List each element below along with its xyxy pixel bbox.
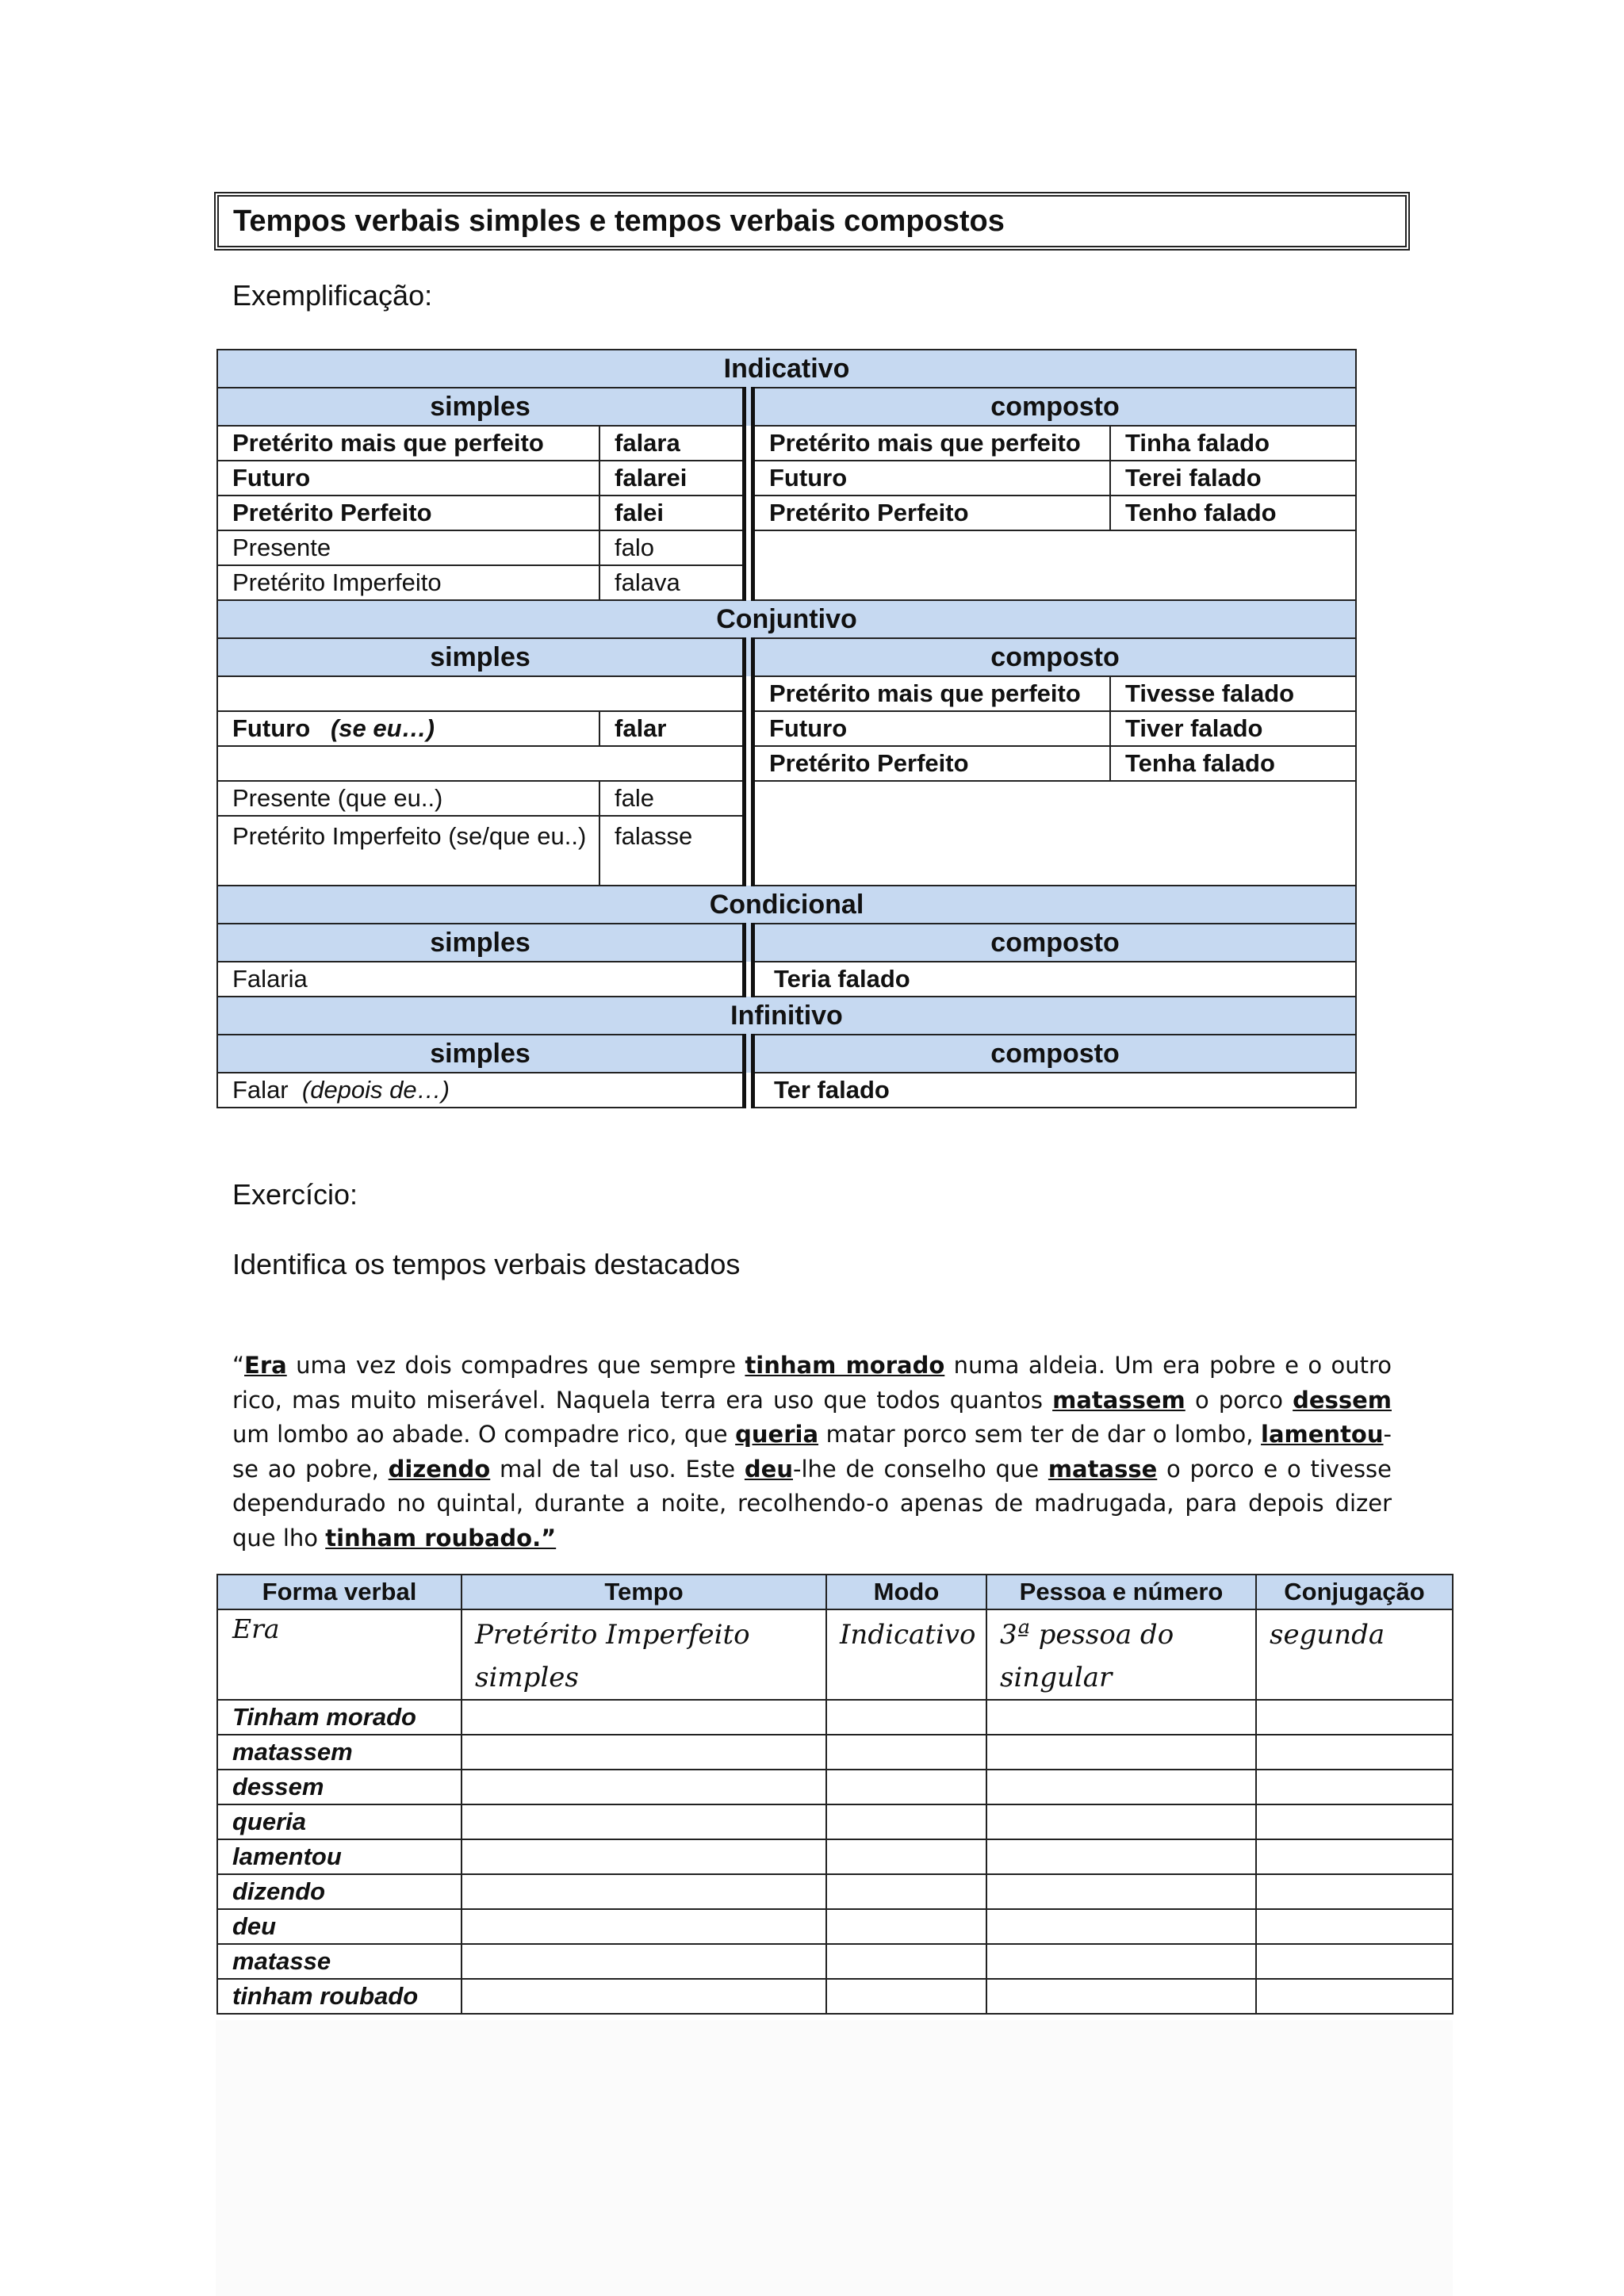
answer-cell[interactable] (462, 1804, 826, 1839)
answer-cell[interactable] (1256, 1909, 1453, 1944)
answer-cell[interactable] (986, 1839, 1256, 1874)
highlighted-verb: dizendo (388, 1455, 491, 1483)
verb-form: Tinha falado (1110, 426, 1356, 461)
verb-form: Teria falado (749, 962, 1356, 997)
page-title: Tempos verbais simples e tempos verbais compostos (214, 192, 1410, 251)
table-row (217, 781, 1356, 816)
answer-cell[interactable] (1256, 1770, 1453, 1804)
highlighted-verb: deu (744, 1455, 793, 1483)
verb-form: Falar (depois de…) (217, 1073, 749, 1108)
composto-header: composto (749, 638, 1356, 676)
answer-cell[interactable] (826, 1839, 986, 1874)
tense-name: Presente (217, 530, 599, 565)
conjugation-table (216, 349, 1357, 1108)
table-row (217, 1944, 1453, 1979)
tense-name: Futuro (749, 711, 1110, 746)
simples-header: simples (217, 638, 749, 676)
verb-form-cell: dizendo (217, 1874, 462, 1909)
mode-header-infinitivo: Infinitivo (217, 997, 1356, 1035)
column-header: Modo (826, 1575, 986, 1609)
answer-cell[interactable] (1256, 1735, 1453, 1770)
answer-cell[interactable] (826, 1735, 986, 1770)
answer-cell[interactable] (462, 1735, 826, 1770)
verb-form: Tiver falado (1110, 711, 1356, 746)
verb-form: falava (599, 565, 749, 600)
table-row (217, 1979, 1453, 2014)
mode-header-indicativo: Indicativo (217, 350, 1356, 388)
simples-header: simples (217, 1035, 749, 1073)
tense-name: Futuro (749, 461, 1110, 496)
highlighted-verb: matassem (1052, 1386, 1185, 1414)
column-header: Conjugação (1256, 1575, 1453, 1609)
table-row (217, 711, 1356, 746)
exercise-instruction: Identifica os tempos verbais destacados (232, 1248, 741, 1280)
verb-form-cell: Era (217, 1609, 462, 1700)
verb-form: falo (599, 530, 749, 565)
table-row (217, 1735, 1453, 1770)
tense-name: Pretérito mais que perfeito (749, 426, 1110, 461)
highlighted-verb: Era (244, 1352, 287, 1379)
answer-cell[interactable] (462, 1979, 826, 2014)
verb-form-cell: matassem (217, 1735, 462, 1770)
answer-cell[interactable] (826, 1804, 986, 1839)
mode-header-conjuntivo: Conjuntivo (217, 600, 1356, 638)
answer-cell[interactable] (1256, 1700, 1453, 1735)
tense-note: (se eu…) (330, 714, 435, 743)
answer-cell[interactable] (826, 1874, 986, 1909)
table-row (217, 530, 1356, 565)
table-row (217, 496, 1356, 530)
highlighted-verb: tinham morado (745, 1352, 945, 1379)
answer-cell[interactable] (826, 1700, 986, 1735)
answer-cell[interactable] (462, 1839, 826, 1874)
empty-cell (749, 530, 1356, 600)
answer-cell[interactable] (986, 1979, 1256, 2014)
exemplification-label: Exemplificação: (232, 279, 433, 312)
verb-form-cell: queria (217, 1804, 462, 1839)
table-row (217, 426, 1356, 461)
highlighted-verb: dessem (1293, 1386, 1392, 1414)
handwritten-answer: 3ª pessoa do singular (986, 1609, 1256, 1700)
answer-cell[interactable] (986, 1804, 1256, 1839)
verb-form-cell: deu (217, 1909, 462, 1944)
verb-form: Tenho falado (1110, 496, 1356, 530)
answer-cell[interactable] (1256, 1979, 1453, 2014)
column-header: Pessoa e número (986, 1575, 1256, 1609)
answer-cell[interactable] (826, 1979, 986, 2014)
verb-form: falarei (599, 461, 749, 496)
table-row (217, 676, 1356, 711)
verb-form: falara (599, 426, 749, 461)
empty-cell (749, 781, 1356, 886)
table-row (217, 1909, 1453, 1944)
composto-header: composto (749, 388, 1356, 426)
table-row (217, 1804, 1453, 1839)
tense-name: Presente (que eu..) (217, 781, 599, 816)
answer-cell[interactable] (986, 1700, 1256, 1735)
handwritten-answer: Pretérito Imperfeito simples (462, 1609, 826, 1700)
table-row (217, 746, 1356, 781)
exercise-label: Exercício: (232, 1178, 358, 1211)
simples-header: simples (217, 924, 749, 962)
tense-name: Pretérito Perfeito (749, 746, 1110, 781)
table-row (217, 1700, 1453, 1735)
column-header: Forma verbal (217, 1575, 462, 1609)
verb-form: falasse (599, 816, 749, 886)
tense-name: Futuro (217, 461, 599, 496)
answer-cell[interactable] (986, 1735, 1256, 1770)
verb-form-cell: Tinham morado (217, 1700, 462, 1735)
column-header: Tempo (462, 1575, 826, 1609)
answer-cell[interactable] (826, 1944, 986, 1979)
verb-form: Falaria (217, 962, 749, 997)
answer-cell[interactable] (1256, 1804, 1453, 1839)
highlighted-verb: matasse (1048, 1455, 1158, 1483)
handwritten-answer: Indicativo (826, 1609, 986, 1700)
simples-header: simples (217, 388, 749, 426)
empty-cell (217, 746, 749, 781)
verb-form-cell: tinham roubado (217, 1979, 462, 2014)
table-row (217, 461, 1356, 496)
answer-cell[interactable] (462, 1770, 826, 1804)
verb-form: falei (599, 496, 749, 530)
verb-form: falar (599, 711, 749, 746)
answer-cell[interactable] (826, 1909, 986, 1944)
answer-cell[interactable] (986, 1944, 1256, 1979)
answer-cell[interactable] (986, 1909, 1256, 1944)
verb-form: Ter falado (749, 1073, 1356, 1108)
highlighted-verb: queria (735, 1421, 819, 1448)
tense-name: Pretérito Imperfeito (217, 565, 599, 600)
table-row (217, 962, 1356, 997)
tense-name: Pretérito Imperfeito (se/que eu..) (217, 816, 599, 886)
verb-form-cell: lamentou (217, 1839, 462, 1874)
answer-cell[interactable] (462, 1874, 826, 1909)
scan-shading (216, 2020, 1453, 2296)
tense-name: Pretérito Perfeito (749, 496, 1110, 530)
tense-name: Pretérito mais que perfeito (749, 676, 1110, 711)
usage-note: (depois de…) (301, 1076, 450, 1104)
answer-cell[interactable] (462, 1944, 826, 1979)
verb-form: Tivesse falado (1110, 676, 1356, 711)
answer-cell[interactable] (826, 1770, 986, 1804)
tense-name: Pretérito mais que perfeito (217, 426, 599, 461)
table-row (217, 1874, 1453, 1909)
verb-form-cell: matasse (217, 1944, 462, 1979)
exercise-passage: “Era uma vez dois compadres que sempre tinham morado numa aldeia. Um era pobre e o outro rico, mas muito miserável. Naquela terra era uso que todos quantos matassem o porco dessem um lombo ao abade. O compadre rico, que queria matar porco sem ter de dar o lombo, lamentou-se ao pobre, dizendo mal de tal uso. Este deu-lhe de conselho que matasse o porco e o tivesse dependurado no quintal, durante a noite, recolhendo-o apenas de madrugada, para depois dizer que lho tinham roubado.” (232, 1352, 1392, 1552)
table-row (217, 1770, 1453, 1804)
highlighted-verb: lamentou (1261, 1421, 1384, 1448)
tense-name: Futuro (se eu…) (217, 711, 599, 746)
answer-cell[interactable] (1256, 1944, 1453, 1979)
verb-form: fale (599, 781, 749, 816)
mode-header-condicional: Condicional (217, 886, 1356, 924)
composto-header: composto (749, 1035, 1356, 1073)
answer-cell[interactable] (1256, 1839, 1453, 1874)
exercise-table (216, 1574, 1454, 2015)
verb-form: Tenha falado (1110, 746, 1356, 781)
handwritten-answer: segunda (1256, 1609, 1453, 1700)
table-row (217, 1609, 1453, 1700)
answer-cell[interactable] (462, 1700, 826, 1735)
answer-cell[interactable] (462, 1909, 826, 1944)
answer-cell[interactable] (986, 1874, 1256, 1909)
answer-cell[interactable] (1256, 1874, 1453, 1909)
highlighted-verb: tinham roubado.” (325, 1524, 557, 1552)
verb-form-cell: dessem (217, 1770, 462, 1804)
composto-header: composto (749, 924, 1356, 962)
empty-cell (217, 676, 749, 711)
verb-form: Terei falado (1110, 461, 1356, 496)
tense-name: Pretérito Perfeito (217, 496, 599, 530)
table-row (217, 1073, 1356, 1108)
answer-cell[interactable] (986, 1770, 1256, 1804)
table-row (217, 1839, 1453, 1874)
